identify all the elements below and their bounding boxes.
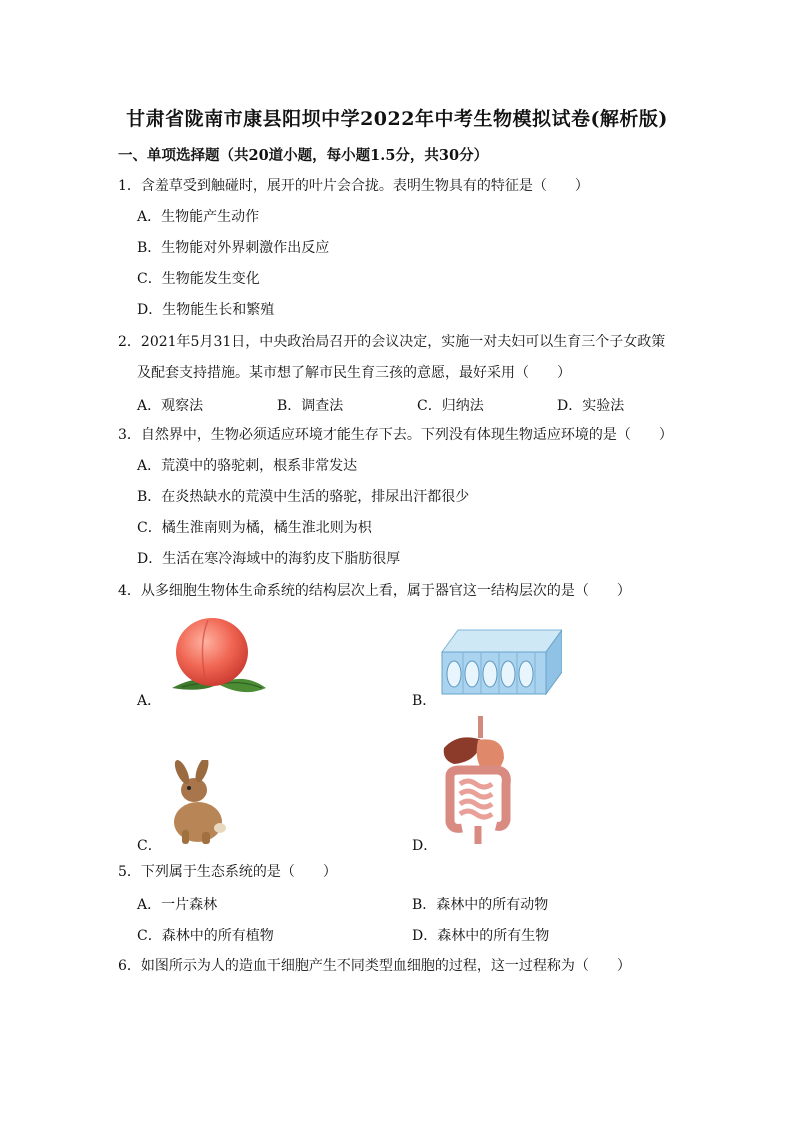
question-1-option-d[interactable]: D．生物能生长和繁殖: [137, 302, 275, 318]
question-3-option-a[interactable]: A．荒漠中的骆驼刺，根系非常发达: [137, 458, 358, 474]
epithelial-tissue-icon: [438, 624, 562, 696]
question-5-option-c[interactable]: C．森林中的所有植物: [137, 928, 274, 944]
page-title: 甘肃省陇南市康县阳坝中学2022年中考生物模拟试卷(解析版): [126, 108, 668, 130]
question-2-stem-line2: 及配套支持措施。某市想了解市民生育三孩的意愿，最好采用（ ）: [137, 365, 571, 381]
digestive-system-icon: [438, 714, 516, 846]
peach-icon: [168, 614, 268, 698]
question-1-option-c[interactable]: C．生物能发生变化: [137, 271, 260, 287]
question-2-options: [137, 395, 697, 415]
question-1-option-a[interactable]: A．生物能产生动作: [137, 209, 260, 225]
question-4-stem: 4．从多细胞生物体生命系统的结构层次上看，属于器官这一结构层次的是（ ）: [118, 583, 631, 599]
question-4-option-a[interactable]: A．: [137, 693, 162, 709]
question-3-option-b[interactable]: B．在炎热缺水的荒漠中生活的骆驼，排尿出汗都很少: [137, 489, 470, 505]
question-2-stem-line1: 2．2021年5月31日，中央政治局召开的会议决定，实施一对夫妇可以生育三个子女政策: [118, 334, 666, 350]
question-3-option-c[interactable]: C．橘生淮南则为橘，橘生淮北则为枳: [137, 520, 372, 536]
question-1-stem: 1．含羞草受到触碰时，展开的叶片会合拢。表明生物具有的特征是（ ）: [118, 178, 589, 194]
question-3-stem: 3．自然界中，生物必须适应环境才能生存下去。下列没有体现生物适应环境的是（ ）: [118, 427, 673, 443]
question-4-option-d[interactable]: D．: [412, 838, 438, 854]
question-5-option-a[interactable]: A．一片森林: [137, 897, 218, 913]
rabbit-icon: [164, 760, 232, 846]
question-3-option-d[interactable]: D．生活在寒冷海域中的海豹皮下脂肪很厚: [137, 551, 401, 567]
question-6-stem: 6．如图所示为人的造血干细胞产生不同类型血细胞的过程，这一过程称为（ ）: [118, 958, 631, 974]
question-4-option-b[interactable]: B．: [412, 693, 437, 709]
question-1-option-b[interactable]: B．生物能对外界刺激作出反应: [137, 240, 330, 256]
question-2-option-a[interactable]: A．观察法: [137, 398, 204, 414]
question-2-option-d[interactable]: D．实验法: [557, 398, 625, 414]
question-2-option-b[interactable]: B．调查法: [277, 398, 344, 414]
question-5-option-b[interactable]: B．森林中的所有动物: [412, 897, 549, 913]
question-2-option-c[interactable]: C．归纳法: [417, 398, 484, 414]
question-5-option-d[interactable]: D．森林中的所有生物: [412, 928, 550, 944]
question-5-stem: 5．下列属于生态系统的是（ ）: [118, 864, 337, 880]
section-heading: 一、单项选择题（共20道小题，每小题1.5分，共30分）: [118, 147, 489, 164]
question-4-option-c[interactable]: C．: [137, 838, 162, 854]
